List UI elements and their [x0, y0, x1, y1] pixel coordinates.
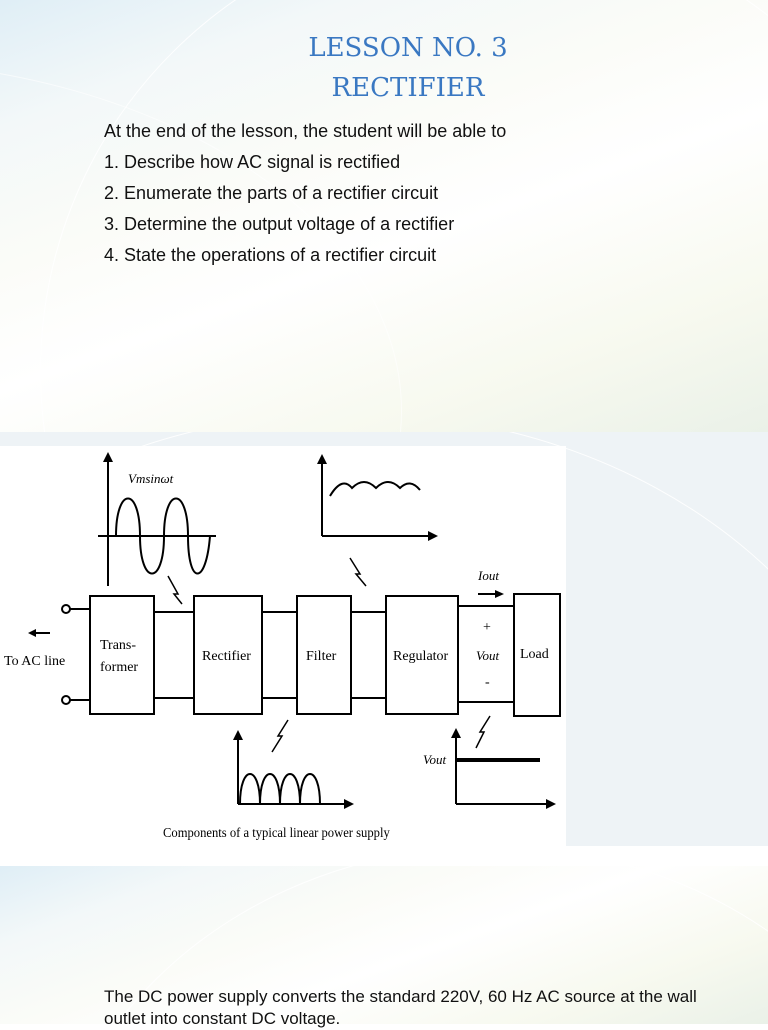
filtered-axis-arrow-icon	[317, 454, 327, 464]
rectified-wave-plot	[238, 738, 346, 804]
regulator-label: Regulator	[393, 649, 449, 664]
plus-sign: +	[483, 620, 491, 635]
power-supply-diagram	[0, 446, 566, 846]
ac-line-label: To AC line	[4, 654, 66, 669]
objective-item: 1. Describe how AC signal is rectified	[104, 152, 401, 172]
load-label: Load	[520, 647, 549, 662]
filtered-x-arrow-icon	[428, 531, 438, 541]
slide3-text: The DC power supply converts the standard 220V, 60 Hz AC source at the wall outlet into constant DC voltage.	[104, 987, 697, 1028]
vout-label: Vout	[476, 648, 500, 663]
output-dc-plot	[456, 736, 548, 804]
input-axis-arrow-icon	[103, 452, 113, 462]
objective-item: 4. State the operations of a rectifier circuit	[104, 245, 437, 265]
objectives-intro: At the end of the lesson, the student will be able to	[104, 121, 507, 141]
diagram-caption: Components of a typical linear power supply	[163, 826, 390, 841]
block-diagram-svg	[0, 446, 566, 846]
transformer-block	[90, 596, 154, 714]
lesson-title: LESSON NO. 3	[308, 33, 508, 63]
ac-line-arrow-icon	[28, 629, 36, 637]
iout-label: Iout	[478, 568, 499, 583]
slide-gap	[0, 846, 768, 866]
objective-item: 3. Determine the output voltage of a rectifier	[104, 214, 455, 234]
lesson-subtitle: RECTIFIER	[331, 73, 485, 103]
filtered-wave-plot	[322, 460, 430, 536]
rectified-axis-arrow-icon	[233, 730, 243, 740]
ac-terminal-bottom	[62, 696, 70, 704]
minus-sign: -	[485, 675, 490, 690]
iout-arrow-icon	[495, 590, 504, 598]
probe-arrow-icon	[350, 558, 366, 586]
rectifier-label: Rectifier	[202, 649, 251, 664]
probe-arrow-icon	[272, 720, 288, 752]
probe-arrow-icon	[476, 716, 490, 748]
ac-terminal-top	[62, 605, 70, 613]
output-x-arrow-icon	[546, 799, 556, 809]
filter-label: Filter	[306, 649, 337, 664]
objective-item: 2. Enumerate the parts of a rectifier circuit	[104, 183, 439, 203]
output-axis-arrow-icon	[451, 728, 461, 738]
probe-arrow-icon	[168, 576, 182, 604]
slide-1	[0, 0, 768, 432]
transformer-label-2: former	[100, 660, 139, 675]
output-level-label: Vout	[423, 752, 447, 767]
transformer-label-1: Trans-	[100, 638, 137, 653]
objectives-list	[104, 117, 506, 272]
input-wave-label: Vmsinωt	[128, 471, 174, 486]
rectified-x-arrow-icon	[344, 799, 354, 809]
